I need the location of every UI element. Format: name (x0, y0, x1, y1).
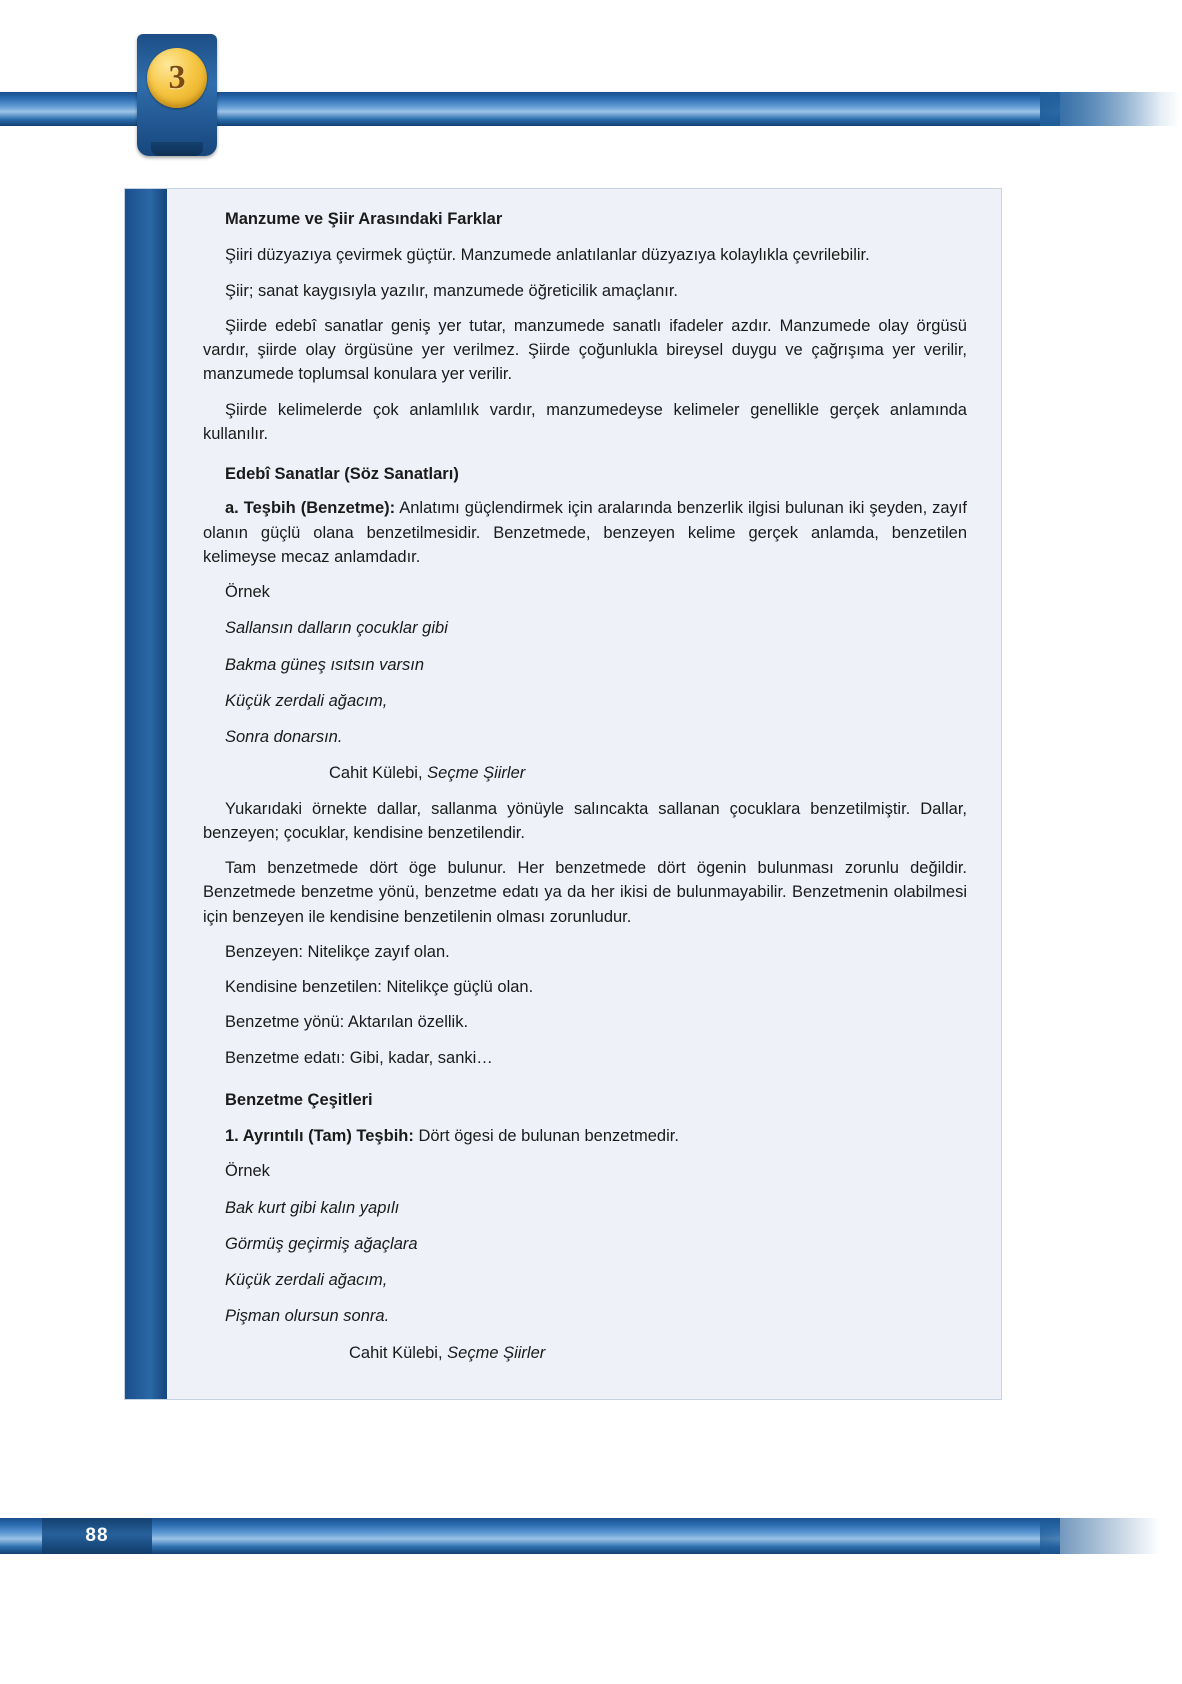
footer-band (0, 1518, 1060, 1554)
verse-2-line-4: Pişman olursun sonra. (225, 1307, 390, 1326)
content-box (124, 188, 1002, 1400)
chapter-badge-notch (151, 142, 203, 156)
source-citation-2 (349, 1341, 967, 1365)
paragraph-5: Yukarıdaki örnekte dallar, sallanma yönüyle salıncakta sallanan çocuklara benzetilmiştir. Dallar, benzeyen; çocuklar, kendisine benzetilendir. (203, 799, 967, 842)
definition-item-benzeyen: Benzeyen: Nitelikçe zayıf olan. (225, 942, 450, 961)
section-heading-manzume: Manzume ve Şiir Arasındaki Farklar (225, 210, 503, 228)
header-band-fade (1040, 92, 1160, 126)
verse-1-line-4: Sonra donarsın. (225, 728, 343, 746)
tesbih-text: Anlatımı güçlendirmek için aralarında benzerlik ilgisi bulunan iki şeyden, zayıf olanın güçlü olana benzetilmesidir. Benzetmede, benzeyen kelime gerçek anlamda, benzetilen kelimeyse mecaz anlamdadır. (203, 499, 967, 566)
paragraph-1: Şiiri düzyazıya çevirmek güçtür. Manzumede anlatılanlar düzyazıya kolaylıkla çevrilebilir. (225, 246, 870, 265)
paragraph-3: Şiirde edebî sanatlar geniş yer tutar, manzumede sanatlı ifadeler azdır. Manzumede olay örgüsü vardır, şiirde olay örgüsüne yer verilmez. Şiirde çoğunlukla bireysel duygu ve çağrışıma yer verilir, manzumede toplumsal konulara yer verilir. (203, 316, 967, 384)
source-citation-1 (329, 761, 967, 785)
page-number: 88 (42, 1518, 152, 1554)
example-label-2: Örnek (225, 1162, 270, 1181)
footer-band-fade (1040, 1518, 1160, 1554)
definition-item-benzetme-edati: Benzetme edatı: Gibi, kadar, sanki… (225, 1048, 493, 1067)
definition-item-benzetme-yonu: Benzetme yönü: Aktarılan özellik. (225, 1013, 469, 1032)
verse-1-line-1: Sallansın dalların çocuklar gibi (225, 619, 448, 638)
paragraph-tesbih (203, 496, 967, 569)
source-2-author: Cahit Külebi, (349, 1343, 448, 1362)
section-heading-edebi-sanatlar: Edebî Sanatlar (Söz Sanatları) (225, 465, 459, 483)
chapter-number: 3 (168, 59, 186, 96)
tesbih-label: a. Teşbih (Benzetme): (225, 499, 396, 518)
chapter-badge-circle (147, 48, 207, 108)
paragraph-4: Şiirde kelimelerde çok anlamlılık vardır, manzumedeyse kelimeler genellikle gerçek anlamında kullanılır. (203, 400, 967, 443)
section-heading-benzetme-cesitleri: Benzetme Çeşitleri (225, 1090, 373, 1109)
verse-2-line-1: Bak kurt gibi kalın yapılı (225, 1198, 400, 1217)
paragraph-2: Şiir; sanat kaygısıyla yazılır, manzumede öğreticilik amaçlanır. (225, 281, 679, 300)
content-body (167, 189, 1001, 1399)
verse-1-line-2: Bakma güneş ısıtsın varsın (225, 655, 425, 674)
type-1-label: 1. Ayrıntılı (Tam) Teşbih: (225, 1127, 414, 1145)
example-label-1: Örnek (225, 583, 270, 601)
definition-item-kendisine-benzetilen: Kendisine benzetilen: Nitelikçe güçlü olan. (225, 978, 534, 996)
paragraph-6: Tam benzetmede dört öge bulunur. Her benzetmede dört ögenin bulunması zorunlu değildir. Benzetmede benzetme yönü, benzetme edatı ya da her ikisi de bulunmayabilir. Benzetmenin olabilmesi için benzeyen ile kendisine benzetilenin olması zorunludur. (203, 859, 967, 926)
source-1-work: Seçme Şiirler (427, 764, 526, 783)
chapter-badge (137, 34, 217, 156)
verse-1-line-3: Küçük zerdali ağacım, (225, 691, 388, 710)
source-2-work: Seçme Şiirler (447, 1343, 546, 1362)
paragraph-type-1 (203, 1124, 967, 1148)
type-1-text: Dört ögesi de bulunan benzetmedir. (413, 1127, 679, 1145)
source-1-author: Cahit Külebi, (329, 764, 428, 783)
verse-2-line-2: Görmüş geçirmiş ağaçlara (225, 1234, 418, 1253)
verse-2-line-3: Küçük zerdali ağacım, (225, 1271, 388, 1289)
content-left-stripe (125, 189, 167, 1399)
